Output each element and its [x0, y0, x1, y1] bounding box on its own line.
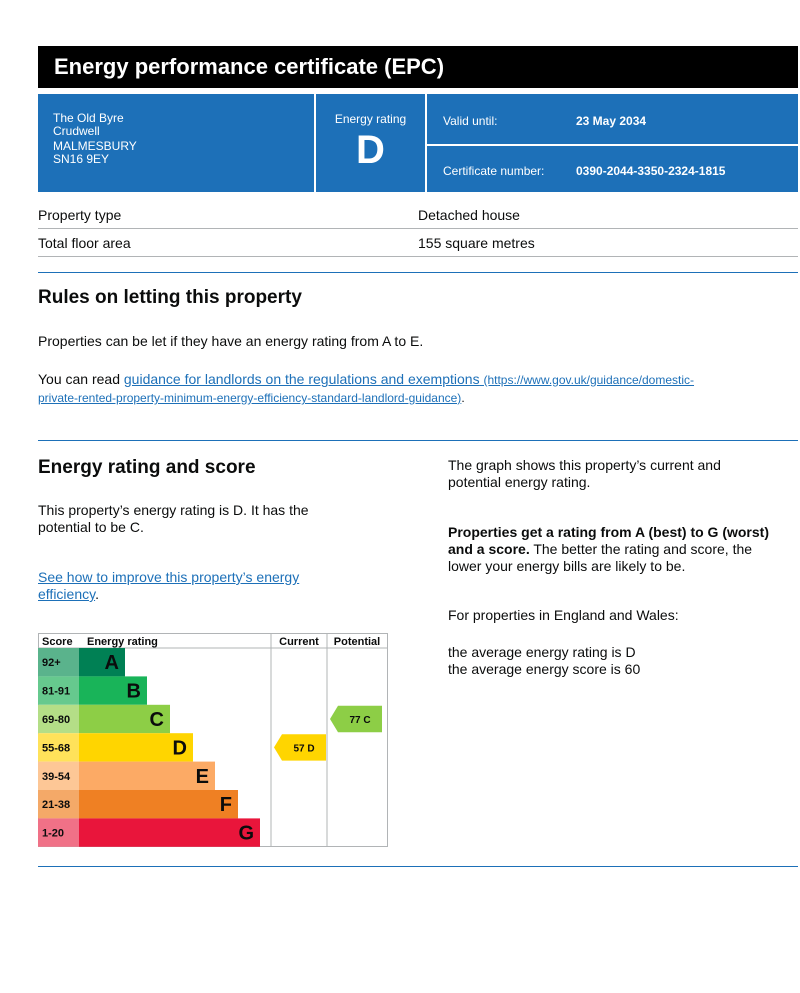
- floor-area-value: 155 square metres: [418, 235, 535, 251]
- energy-rating-box: [316, 94, 425, 192]
- improve-efficiency-link[interactable]: [38, 569, 299, 602]
- chart-header-current: Current: [279, 636, 319, 648]
- band-letter-f: F: [219, 794, 232, 817]
- current-rating-label: 57 D: [293, 743, 315, 755]
- band-score-g: 1-20: [42, 827, 65, 840]
- valid-until-value: 23 May 2034: [576, 114, 647, 128]
- rating-explanation: [448, 524, 800, 575]
- improve-block: [38, 569, 299, 603]
- floor-area-label: Total floor area: [38, 235, 131, 251]
- address-box: [38, 94, 314, 192]
- landlord-guidance-url-link[interactable]: [38, 391, 461, 405]
- chart-header-score: Score: [42, 636, 73, 648]
- graph-desc-line-2: potential energy rating.: [448, 474, 591, 490]
- chart-header-potential: Potential: [333, 636, 381, 648]
- graph-description: [448, 457, 721, 491]
- section-divider: [38, 272, 798, 273]
- landlord-guidance-url-2: private-rented-property-minimum-energy-efficiency-standard-landlord-guidance): [38, 391, 462, 405]
- band-bar-g: [79, 818, 260, 846]
- address-line-2: Crudwell: [53, 124, 100, 138]
- section-divider-3: [38, 866, 798, 867]
- band-score-b: 81-91: [42, 685, 71, 698]
- average-score-text: the average energy score is 60: [448, 661, 641, 677]
- energy-rating-chart: [38, 633, 390, 849]
- potential-rating-label: 77 C: [349, 715, 371, 726]
- certificate-number-value: 0390-2044-3350-2324-1815: [576, 164, 726, 178]
- rating-explanation-bold-1: Properties get a rating from A (best) to G (worst): [448, 524, 769, 540]
- letting-guidance: [38, 371, 798, 407]
- property-type-label: Property type: [38, 207, 122, 223]
- property-type-value: Detached house: [418, 207, 520, 223]
- valid-until-box: [427, 94, 798, 144]
- address-line-4: SN16 9EY: [53, 152, 110, 166]
- page-title-bar: [38, 46, 798, 88]
- region-text: For properties in England and Wales:: [448, 607, 679, 623]
- certificate-number-label: Certificate number:: [443, 164, 545, 178]
- graph-desc-line-1: The graph shows this property’s current and: [448, 457, 721, 473]
- band-letter-b: B: [126, 680, 141, 703]
- chart-header-rating: Energy rating: [87, 636, 158, 648]
- rating-explanation-line-3: lower your energy bills are likely to be.: [448, 558, 686, 574]
- band-score-a: 92+: [42, 657, 61, 670]
- band-bar-e: [79, 762, 215, 790]
- improve-suffix: .: [95, 586, 99, 602]
- band-score-c: 69-80: [42, 714, 71, 726]
- band-score-d: 55-68: [42, 742, 71, 755]
- average-rating-text: the average energy rating is D: [448, 644, 636, 660]
- address-line-3: MALMESBURY: [53, 139, 137, 153]
- rating-summary-line-2: potential to be C.: [38, 519, 144, 535]
- band-letter-e: E: [195, 765, 209, 788]
- letting-text: Properties can be let if they have an energy rating from A to E.: [38, 333, 424, 349]
- rating-summary-line-1: This property’s energy rating is D. It has the: [38, 502, 309, 518]
- landlord-guidance-link-text: guidance for landlords on the regulations and exemptions: [123, 371, 480, 387]
- landlord-guidance-url-1: (https://www.gov.uk/guidance/domestic-: [483, 373, 695, 387]
- certificate-number-box: [427, 146, 798, 192]
- band-letter-g: G: [238, 822, 254, 845]
- guidance-suffix: .: [461, 391, 465, 405]
- band-letter-a: A: [104, 652, 119, 675]
- energy-rating-label: Energy rating: [334, 112, 407, 126]
- floor-area-row: [38, 229, 798, 257]
- energy-rating-letter: D: [356, 128, 385, 172]
- letting-heading: Rules on letting this property: [38, 287, 302, 308]
- improve-link-line-1: See how to improve this property’s energy: [38, 569, 300, 585]
- section-divider-2: [38, 440, 798, 441]
- band-score-f: 21-38: [42, 799, 71, 812]
- band-bar-f: [79, 790, 238, 818]
- rating-explanation-bold-2: and a score.: [448, 541, 530, 557]
- address-line-1: The Old Byre: [53, 111, 124, 125]
- rating-heading: Energy rating and score: [38, 457, 256, 478]
- property-type-row: [38, 201, 798, 229]
- band-score-e: 39-54: [42, 770, 71, 783]
- guidance-prefix: You can read: [38, 371, 124, 387]
- valid-until-label: Valid until:: [443, 114, 498, 128]
- improve-link-line-2: efficiency: [38, 586, 96, 602]
- band-letter-d: D: [172, 737, 187, 760]
- landlord-guidance-link[interactable]: [124, 371, 694, 387]
- averages: [448, 644, 640, 678]
- rating-summary: [38, 502, 309, 536]
- band-letter-c: C: [149, 709, 164, 731]
- page-title: Energy performance certificate (EPC): [54, 54, 445, 79]
- rating-explanation-rest: The better the rating and score, the: [529, 541, 753, 557]
